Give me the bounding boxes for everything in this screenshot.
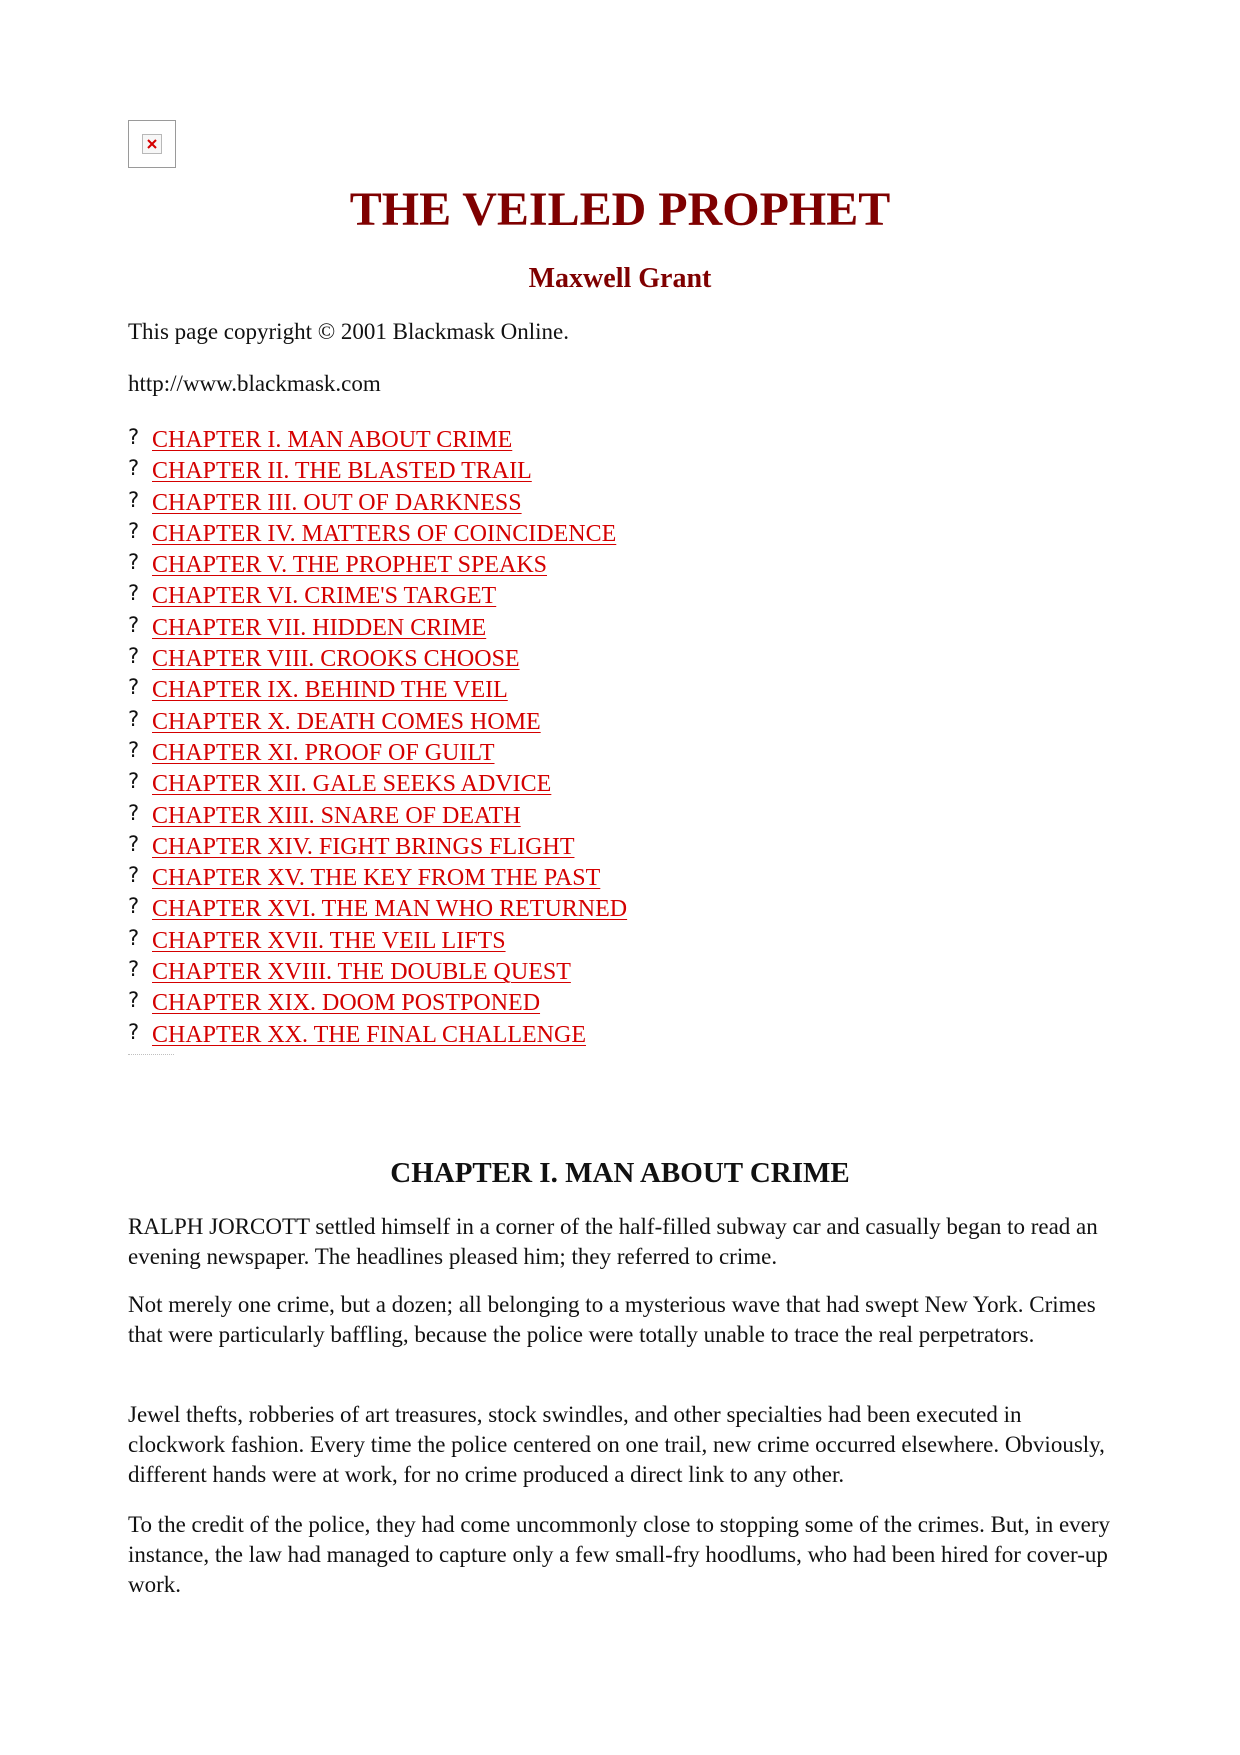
chapter-heading: CHAPTER I. MAN ABOUT CRIME [390,1157,850,1189]
toc-link-chapter-11[interactable]: CHAPTER XI. PROOF OF GUILT [152,739,495,766]
toc-bullet: ? [128,925,140,950]
toc-link-chapter-20[interactable]: CHAPTER XX. THE FINAL CHALLENGE [152,1021,586,1048]
toc-link-chapter-3[interactable]: CHAPTER III. OUT OF DARKNESS [152,489,522,516]
toc-bullet: ? [128,644,140,669]
toc-bullet: ? [128,957,140,982]
toc-bullet: ? [128,550,140,575]
toc-bullet: ? [128,894,140,919]
book-title: THE VEILED PROPHET [349,183,891,236]
toc-link-chapter-2[interactable]: CHAPTER II. THE BLASTED TRAIL [152,458,532,485]
toc-bullet: ? [128,487,140,512]
toc-bullet: ? [128,831,140,856]
toc-link-chapter-14[interactable]: CHAPTER XIV. FIGHT BRINGS FLIGHT [152,833,575,860]
chapter-paragraph: To the credit of the police, they had come uncommonly close to stopping some of the crimes. But, in every instance, the law had managed to capture only a few small-fry hoodlums, who had been hired for cover-up work. [128,1512,1111,1597]
toc-link-chapter-12[interactable]: CHAPTER XII. GALE SEEKS ADVICE [152,771,552,798]
toc-bullet: ? [128,863,140,888]
toc-link-chapter-15[interactable]: CHAPTER XV. THE KEY FROM THE PAST [152,865,601,892]
toc-link-chapter-10[interactable]: CHAPTER X. DEATH COMES HOME [152,708,541,735]
toc-link-chapter-4[interactable]: CHAPTER IV. MATTERS OF COINCIDENCE [152,520,617,547]
toc-bullet: ? [128,988,140,1013]
toc-bullet: ? [128,706,140,731]
toc-link-chapter-6[interactable]: CHAPTER VI. CRIME'S TARGET [152,583,497,610]
toc-link-chapter-19[interactable]: CHAPTER XIX. DOOM POSTPONED [152,990,541,1017]
toc-bullet: ? [128,456,140,481]
toc-bullet: ? [128,737,140,762]
clipped-line-fragment [128,1054,174,1057]
toc-bullet: ? [128,581,140,606]
toc-bullet: ? [128,425,140,449]
toc-link-chapter-17[interactable]: CHAPTER XVII. THE VEIL LIFTS [152,927,506,954]
toc-bullet: ? [128,518,140,543]
red-x-icon [145,137,159,151]
toc-link-chapter-16[interactable]: CHAPTER XVI. THE MAN WHO RETURNED [152,896,628,923]
toc-link-chapter-18[interactable]: CHAPTER XVIII. THE DOUBLE QUEST [152,959,571,986]
book-author: Maxwell Grant [528,263,712,294]
toc-link-chapter-9[interactable]: CHAPTER IX. BEHIND THE VEIL [152,677,508,704]
toc-link-chapter-13[interactable]: CHAPTER XIII. SNARE OF DEATH [152,802,521,829]
broken-image-icon [128,120,176,168]
chapter-paragraph: Not merely one crime, but a dozen; all belonging to a mysterious wave that had swept New York. Crimes that were particularly baffling, because the police were totally unable to trace the real perpetrators. [128,1292,1096,1347]
toc-bullet: ? [128,612,140,637]
toc-link-chapter-7[interactable]: CHAPTER VII. HIDDEN CRIME [152,614,487,641]
toc-bullet: ? [128,769,140,794]
chapter-paragraph: Jewel thefts, robberies of art treasures, stock swindles, and other specialties had been executed in clockwork fashion. Every time the police centered on one trail, new crime occurred elsewhere. Obviously, different hands were at work, for no crime produced a direct link to any other. [128,1402,1105,1487]
copyright-notice: This page copyright © 2001 Blackmask Online. [128,319,569,344]
toc-link-chapter-1[interactable]: CHAPTER I. MAN ABOUT CRIME [152,427,513,453]
toc-bullet: ? [128,675,140,700]
site-url: http://www.blackmask.com [128,371,381,396]
toc-link-chapter-8[interactable]: CHAPTER VIII. CROOKS CHOOSE [152,646,520,673]
toc-bullet: ? [128,1019,140,1044]
toc-link-chapter-5[interactable]: CHAPTER V. THE PROPHET SPEAKS [152,552,547,579]
toc-bullet: ? [128,800,140,825]
chapter-paragraph: RALPH JORCOTT settled himself in a corner of the half-filled subway car and casually began to read an evening newspaper. The headlines pleased him; they referred to crime. [128,1214,1098,1269]
